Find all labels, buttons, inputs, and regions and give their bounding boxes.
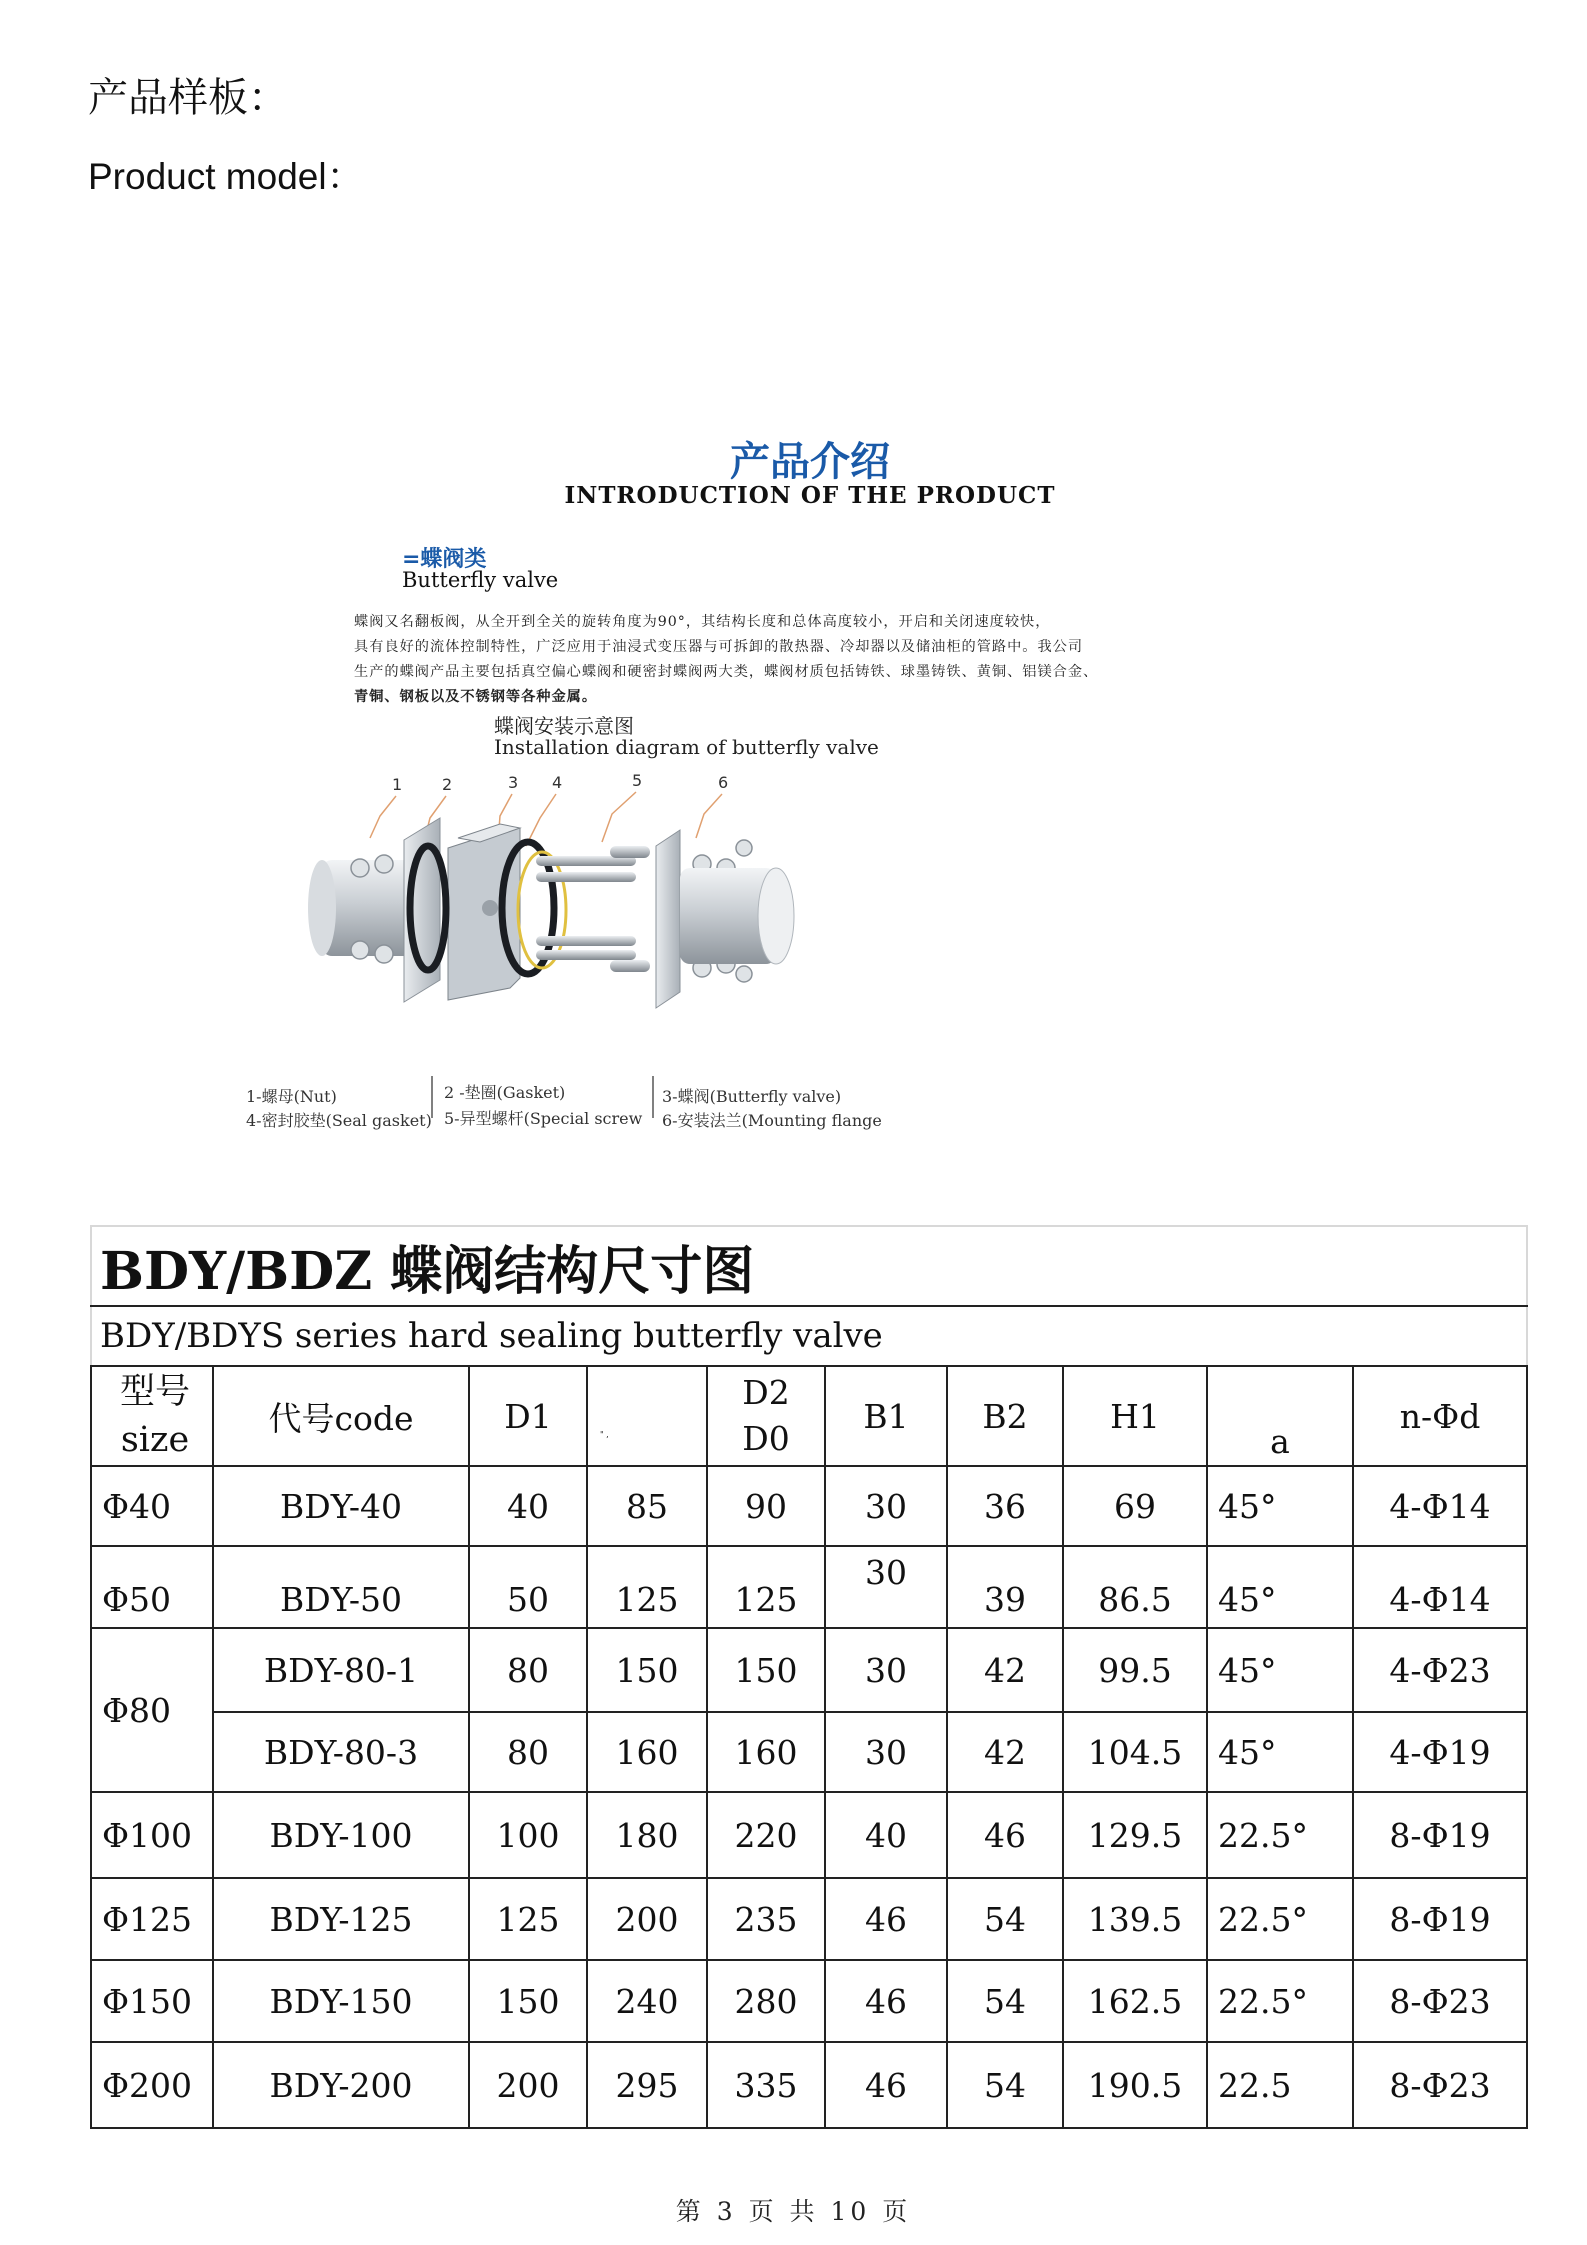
cell-code: BDY-40 [213,1466,469,1546]
header-b2: B2 [947,1366,1063,1466]
cell-b1: 46 [825,1960,947,2042]
cell-h1: 190.5 [1063,2042,1207,2128]
cell-code: BDY-200 [213,2042,469,2128]
table-subtitle: BDY/BDYS series hard sealing butterfly valve [91,1306,1527,1366]
table-row [91,1878,1527,1960]
cell-size: Φ40 [91,1466,213,1546]
intro-title-en: INTRODUCTION OF THE PRODUCT [564,482,1056,509]
header-b1: B1 [825,1366,947,1466]
cell-code: BDY-80-3 [213,1712,469,1792]
header-size [91,1366,213,1466]
cell-b2: 54 [947,1960,1063,2042]
cell-d1: 40 [469,1466,587,1546]
cell-size: Φ80 [91,1628,213,1792]
intro-title-cn: 产品介绍 [730,439,890,485]
cell-nd: 4-Φ23 [1353,1628,1527,1712]
cell-nd: 4-Φ19 [1353,1712,1527,1792]
diagram-title-en: Installation diagram of butterfly valve [494,735,879,759]
table-row [91,1546,1527,1628]
cell-h1: 99.5 [1063,1628,1207,1712]
cell-col4: 85 [587,1466,707,1546]
cell-b1: 30 [825,1628,947,1712]
table-row [91,1960,1527,2042]
cell-b2: 54 [947,1878,1063,1960]
dimension-table [90,1225,1528,2129]
description-line: 青铜、钢板以及不锈钢等各种金属。 [354,689,598,705]
cell-col4: 150 [587,1628,707,1712]
cell-col4: 240 [587,1960,707,2042]
description-line: 生产的蝶阀产品主要包括真空偏心蝶阀和硬密封蝶阀两大类，蝶阀材质包括铸铁、球墨铸铁、黄铜、铝镁合金、 [354,664,1099,680]
part-number-3: 3 [508,773,519,792]
cell-h1: 129.5 [1063,1792,1207,1878]
cell-h1: 139.5 [1063,1878,1207,1960]
cell-d1: 80 [469,1712,587,1792]
cell-b2: 42 [947,1712,1063,1792]
table-row [91,1792,1527,1878]
cell-code: BDY-125 [213,1878,469,1960]
cell-d2: 125 [707,1546,825,1628]
cell-b2: 46 [947,1792,1063,1878]
page-footer: 第 3 页 共 10 页 [675,2197,912,2226]
cell-code: BDY-50 [213,1546,469,1628]
right-pipe [680,868,794,964]
cell-h1: 86.5 [1063,1546,1207,1628]
cell-col4: 180 [587,1792,707,1878]
installation-diagram [246,768,1280,1136]
legend-gasket: 2 -垫圈(Gasket) [444,1083,566,1102]
cell-code: BDY-150 [213,1960,469,2042]
cell-h1: 162.5 [1063,1960,1207,2042]
cell-d2: 90 [707,1466,825,1546]
legend-seal-gasket: 4-密封胶垫(Seal gasket) [246,1111,432,1130]
cell-h1: 69 [1063,1466,1207,1546]
category-en: Butterfly valve [402,568,559,592]
cell-a: 22.5° [1207,1960,1353,2042]
cell-a: 22.5 [1207,2042,1353,2128]
cell-b2: 39 [947,1546,1063,1628]
cell-d1: 125 [469,1878,587,1960]
cell-a: 22.5° [1207,1792,1353,1878]
cell-size: Φ100 [91,1792,213,1878]
header-size-en: size [120,1420,190,1460]
cell-code: BDY-100 [213,1792,469,1878]
cell-b1: 46 [825,1878,947,1960]
legend-special-screw: 5-异型螺杆(Special screw [444,1109,643,1128]
cell-a: 22.5° [1207,1878,1353,1960]
cell-b1: 30 [825,1466,947,1546]
cell-b1: 40 [825,1792,947,1878]
cell-nd: 8-Φ23 [1353,1960,1527,2042]
diagram-title-cn: 蝶阀安装示意图 [494,714,634,738]
header-nd: n-Φd [1353,1366,1527,1466]
cell-d2: 280 [707,1960,825,2042]
header-code: 代号code [213,1366,469,1466]
intro-description [354,610,1264,710]
cell-size: Φ200 [91,2042,213,2128]
header-d0: D0 [742,1419,790,1458]
cell-col4: 160 [587,1712,707,1792]
right-flange-plate [656,830,680,1008]
cell-d1: 100 [469,1792,587,1878]
cell-d1: 200 [469,2042,587,2128]
header-d2: D2 [742,1373,790,1412]
header-col4-mark: " , [600,1429,609,1439]
cell-nd: 4-Φ14 [1353,1466,1527,1546]
description-line: 蝶阀又名翻板阀，从全开到全关的旋转角度为90°，其结构长度和总体高度较小，开启和关闭速度较快， [354,614,1051,630]
table-header-row [91,1366,1527,1466]
valve-body [448,824,520,1000]
cell-d1: 50 [469,1546,587,1628]
table-row [91,1466,1527,1546]
cell-col4: 125 [587,1546,707,1628]
table-row [91,1628,1527,1712]
cell-b1: 30 [825,1546,947,1628]
part-number-5: 5 [632,771,643,790]
cell-b2: 54 [947,2042,1063,2128]
cell-d2: 150 [707,1628,825,1712]
cell-nd: 8-Φ19 [1353,1792,1527,1878]
cell-d1: 80 [469,1628,587,1712]
table-row [91,2042,1527,2128]
cell-size: Φ50 [91,1546,213,1628]
category-cn: =蝶阀类 [402,547,487,572]
header-d2-d0 [707,1366,825,1466]
cell-h1: 104.5 [1063,1712,1207,1792]
part-number-2: 2 [442,775,453,794]
cell-nd: 8-Φ23 [1353,2042,1527,2128]
cell-d2: 335 [707,2042,825,2128]
cell-size: Φ125 [91,1878,213,1960]
cell-d1: 150 [469,1960,587,2042]
cell-col4: 200 [587,1878,707,1960]
table-title: BDY/BDZ 蝶阀结构尺寸图 [91,1226,1527,1306]
cell-nd: 4-Φ14 [1353,1546,1527,1628]
cell-a: 45° [1207,1628,1353,1712]
product-intro-figure [246,430,1280,1130]
part-number-4: 4 [552,773,563,792]
cell-b1: 30 [825,1712,947,1792]
cell-nd: 8-Φ19 [1353,1878,1527,1960]
header-col4 [587,1366,707,1466]
cell-b2: 42 [947,1628,1063,1712]
cell-d2: 160 [707,1712,825,1792]
cell-a: 45° [1207,1546,1353,1628]
cell-d2: 220 [707,1792,825,1878]
cell-b2: 36 [947,1466,1063,1546]
heading-en: Product model： [88,156,364,197]
description-line: 具有良好的流体控制特性，广泛应用于油浸式变压器与可拆卸的散热器、冷却器以及储油柜的管路中。我公司 [354,639,1084,655]
header-d1: D1 [469,1366,587,1466]
cell-col4: 295 [587,2042,707,2128]
header-size-cn: 型号 [119,1372,190,1412]
legend-nut: 1-螺母(Nut) [246,1087,337,1106]
table-row [91,1712,1527,1792]
header-a: a [1207,1366,1353,1466]
cell-size: Φ150 [91,1960,213,2042]
cell-b1: 46 [825,2042,947,2128]
cell-a: 45° [1207,1466,1353,1546]
cell-a: 45° [1207,1712,1353,1792]
legend-butterfly-valve: 3-蝶阀(Butterfly valve) [662,1087,842,1106]
heading-cn: 产品样板： [88,75,288,121]
cell-code: BDY-80-1 [213,1628,469,1712]
header-h1: H1 [1063,1366,1207,1466]
part-number-6: 6 [718,773,729,792]
part-number-1: 1 [392,775,403,794]
cell-d2: 235 [707,1878,825,1960]
legend-mounting-flange: 6-安装法兰(Mounting flange [662,1111,882,1130]
